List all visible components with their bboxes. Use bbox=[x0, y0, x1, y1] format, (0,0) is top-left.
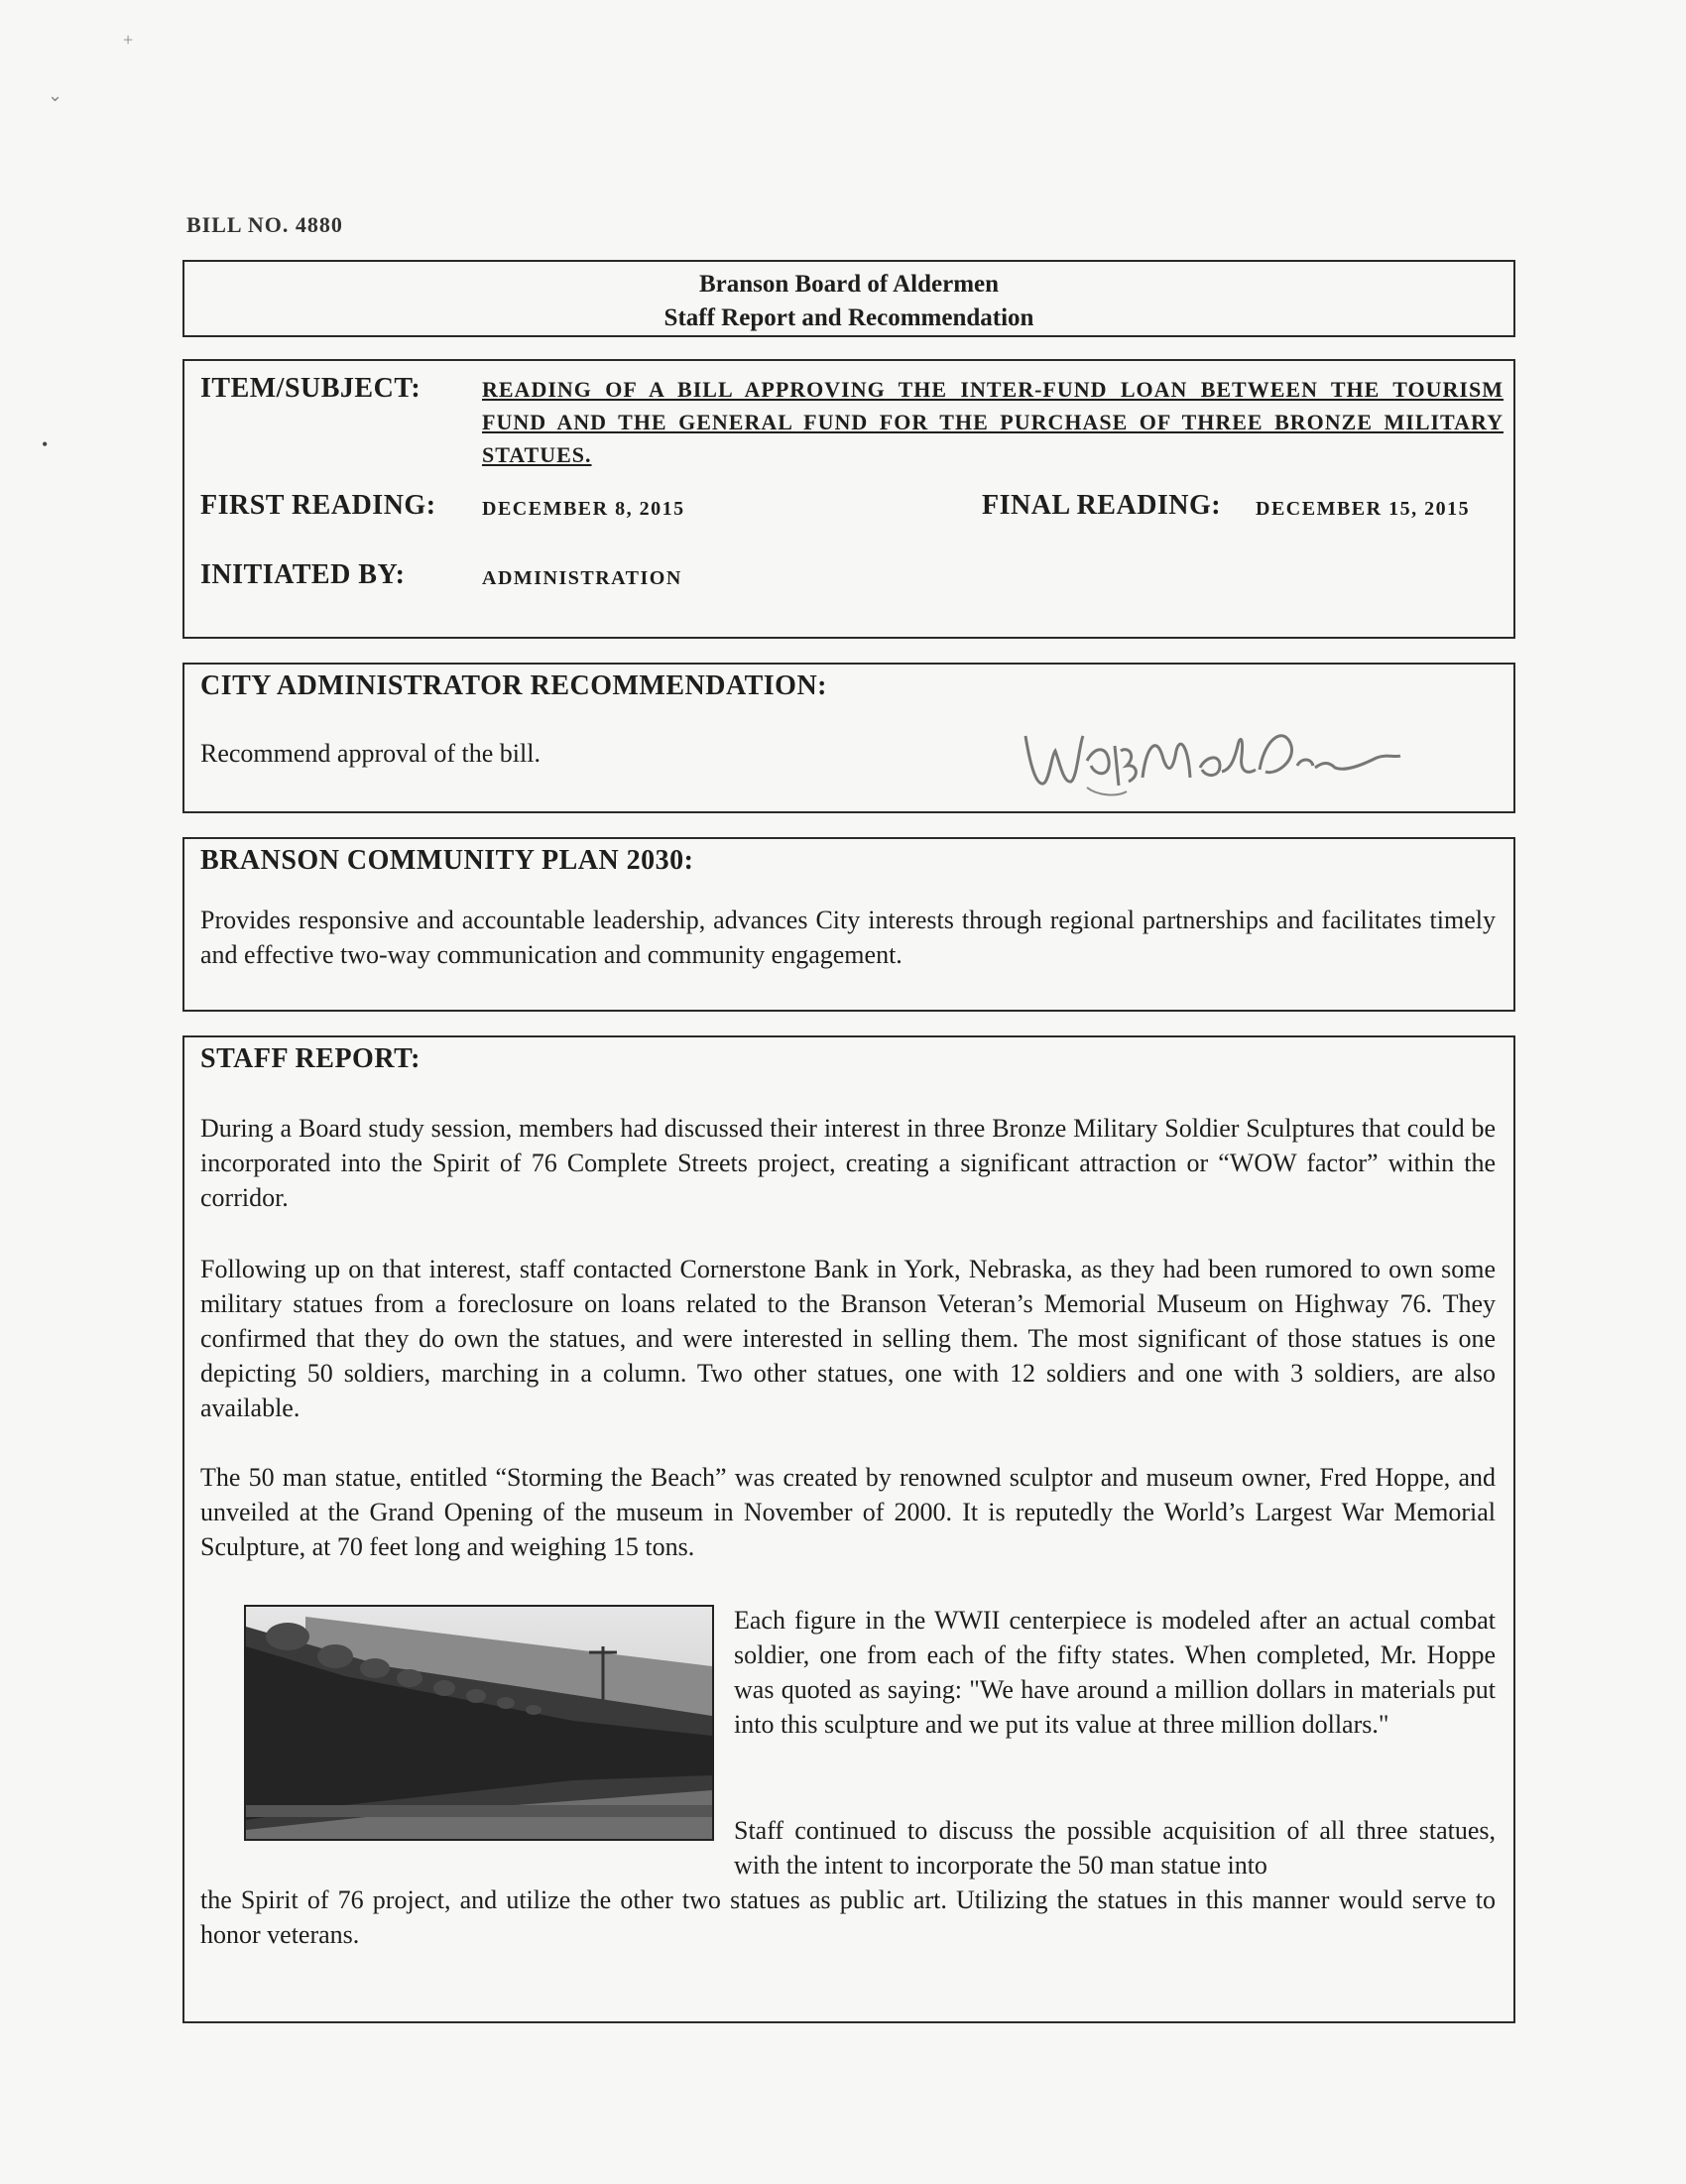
signature-image bbox=[1018, 706, 1404, 805]
staff-report-paragraph: During a Board study session, members had discussed their interest in three Bronze Military Soldier Sculptures that could be incorporated into the Spirit of 76 Complete Streets project, creating a significant attraction or “WOW factor” within the corridor. bbox=[200, 1114, 1496, 1212]
staff-report-paragraph: Each figure in the WWII centerpiece is modeled after an actual combat soldier, one from each of the fifty states. When completed, Mr. Hoppe was quoted as saying: "We have around a million dollars in materials put into this sculpture and we put its value at three million dollars." bbox=[734, 1606, 1496, 1739]
initiated-by-label: INITIATED BY: bbox=[200, 559, 406, 590]
scan-mark: • bbox=[42, 434, 49, 454]
community-plan-text: Provides responsive and accountable leadership, advances City interests through regional partnerships and facilitates timely and effective two-way communication and community engagement. bbox=[200, 906, 1496, 969]
final-reading-date: DECEMBER 15, 2015 bbox=[1256, 498, 1471, 520]
header-subtitle: Staff Report and Recommendation bbox=[663, 304, 1034, 331]
staff-report-section bbox=[182, 1035, 1515, 2023]
subject-label: ITEM/SUBJECT: bbox=[200, 373, 422, 404]
item-section bbox=[182, 359, 1515, 639]
recommendation-title: CITY ADMINISTRATOR RECOMMENDATION: bbox=[200, 670, 828, 701]
community-plan-title: BRANSON COMMUNITY PLAN 2030: bbox=[200, 845, 694, 876]
staff-report-paragraph: Following up on that interest, staff contacted Cornerstone Bank in York, Nebraska, as they had been rumored to own some military statues from a foreclosure on loans related to the Branson Veteran’s Memorial Museum on Highway 76. They confirmed that they do own the statues, and were interested in selling them. The most significant of those statues is one depicting 50 soldiers, marching in a column. Two other statues, one with 12 soldiers and one with 3 soldiers, are also available. bbox=[200, 1255, 1496, 1422]
bill-number: BILL NO. 4880 bbox=[186, 212, 343, 237]
staff-report-title: STAFF REPORT: bbox=[200, 1043, 421, 1074]
soldier-statue-photo bbox=[244, 1605, 714, 1841]
scan-mark: + bbox=[123, 30, 134, 50]
soldier-statue-image bbox=[246, 1607, 712, 1839]
staff-report-paragraph: Staff continued to discuss the possible acquisition of all three statues, with the intent to incorporate the 50 man statue into bbox=[734, 1816, 1496, 1880]
first-reading-date: DECEMBER 8, 2015 bbox=[482, 498, 685, 520]
staff-report-paragraph: the Spirit of 76 project, and utilize the other two statues as public art. Utilizing the statues in this manner would serve to honor veterans. bbox=[200, 1885, 1496, 1949]
recommendation-section bbox=[182, 663, 1515, 813]
scan-mark: ⌄ bbox=[48, 85, 63, 105]
initiated-by-value: ADMINISTRATION bbox=[482, 567, 682, 589]
subject-text: READING OF A BILL APPROVING THE INTER-FUND LOAN BETWEEN THE TOURISM FUND AND THE GENERAL FUND FOR THE PURCHASE OF THREE BRONZE MILITARY STATUES. bbox=[482, 377, 1504, 467]
community-plan-section bbox=[182, 837, 1515, 1012]
staff-report-paragraph: The 50 man statue, entitled “Storming the Beach” was created by renowned sculptor and museum owner, Fred Hoppe, and unveiled at the Grand Opening of the museum in November of 2000. It is reputedly the World’s Largest War Memorial Sculpture, at 70 feet long and weighing 15 tons. bbox=[200, 1463, 1496, 1561]
final-reading-label: FINAL READING: bbox=[982, 490, 1222, 521]
recommendation-text: Recommend approval of the bill. bbox=[200, 739, 541, 768]
header-title: Branson Board of Aldermen bbox=[698, 271, 1000, 298]
report-header bbox=[182, 260, 1515, 337]
first-reading-label: FIRST READING: bbox=[200, 490, 436, 521]
